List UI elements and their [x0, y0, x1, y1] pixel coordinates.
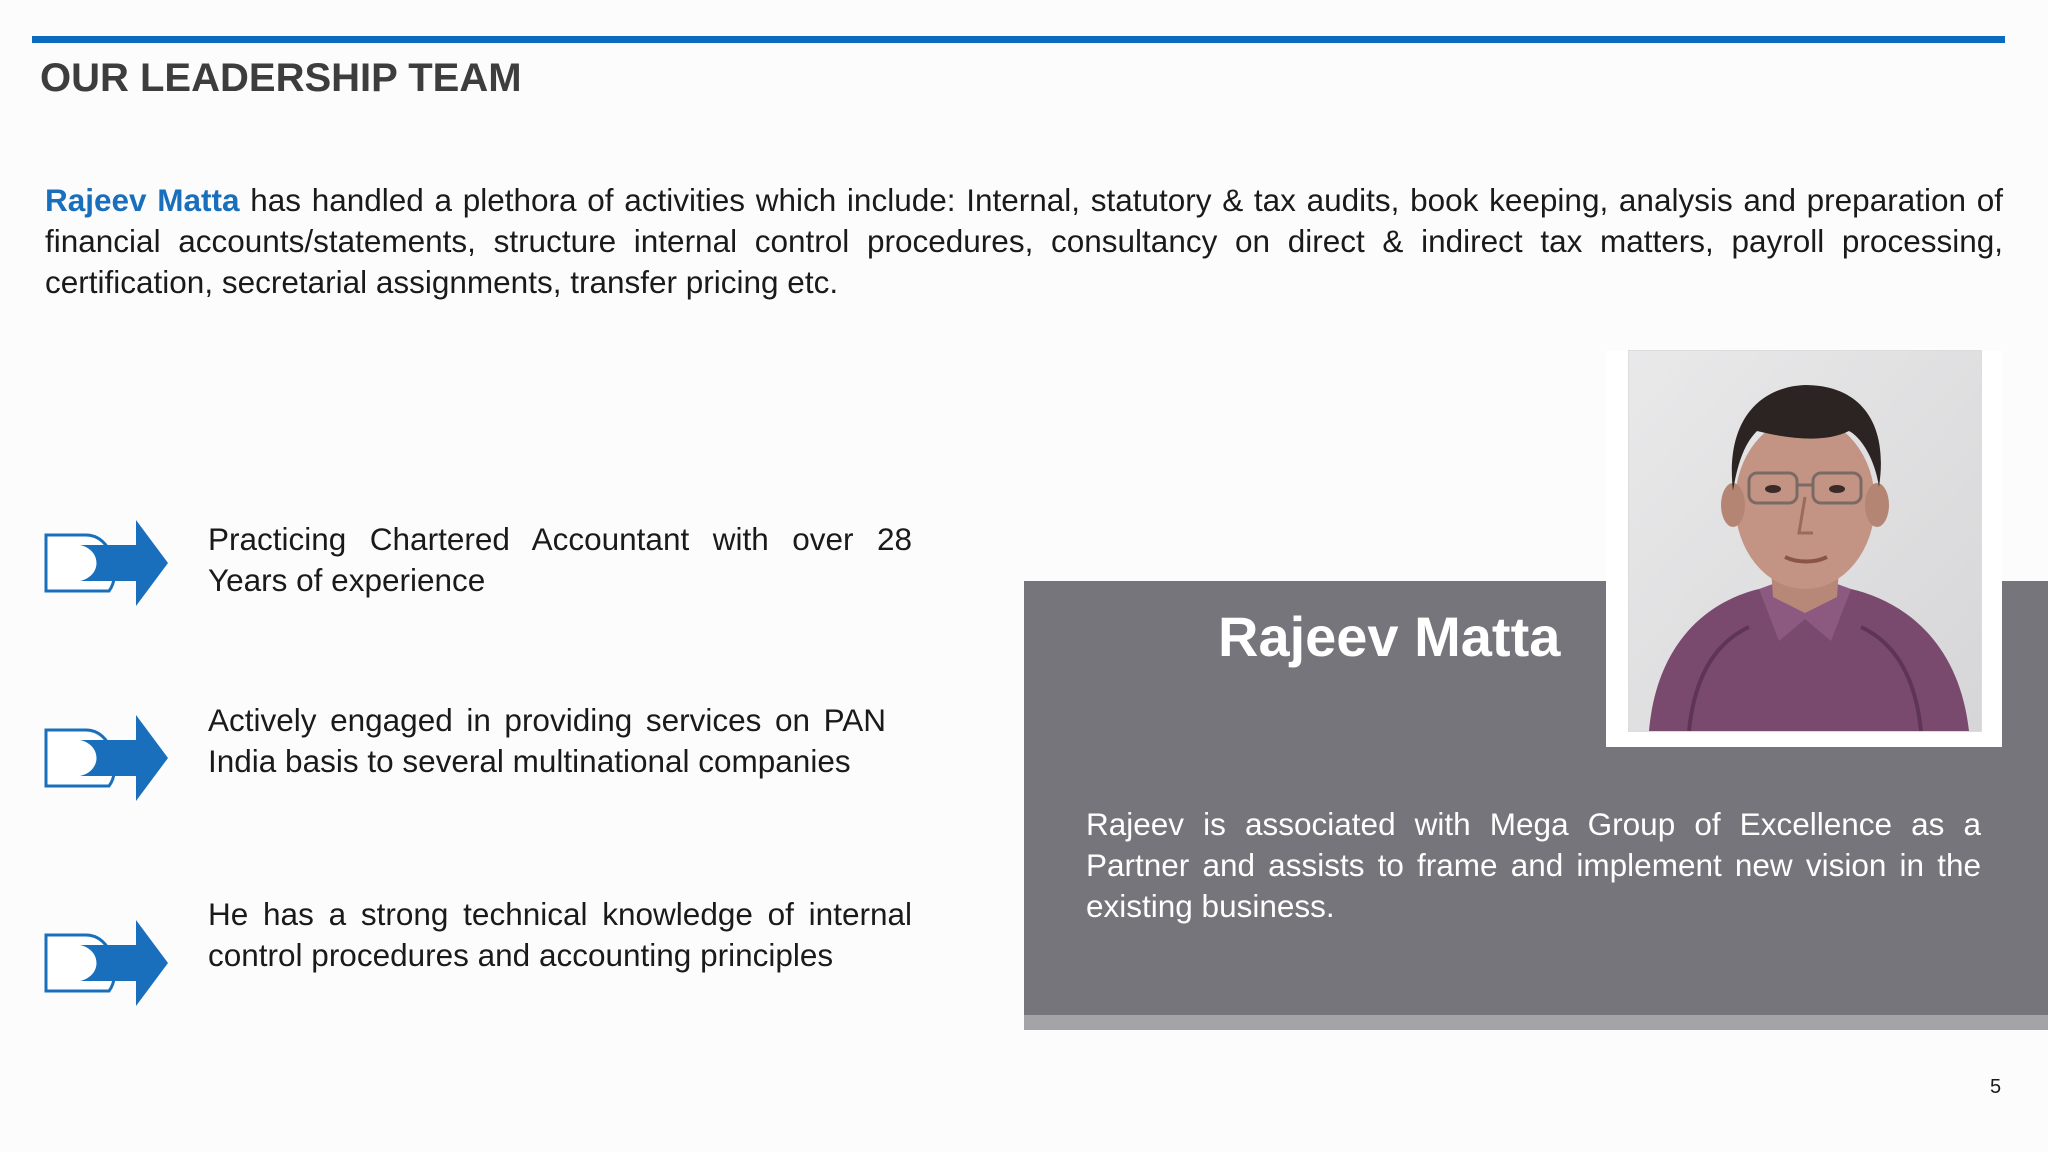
profile-name: Rajeev Matta — [1218, 605, 1561, 668]
page-title: OUR LEADERSHIP TEAM — [40, 56, 522, 100]
arrow-right-icon — [44, 713, 170, 803]
profile-description: Rajeev is associated with Mega Group of Excellence as a Partner and assists to frame and implement new vision in the existing business. — [1086, 806, 1981, 924]
arrow-right-icon — [44, 918, 170, 1008]
bullet-text: Practicing Chartered Accountant with over 28 Years of experience — [208, 521, 912, 598]
profile-panel-strip — [1024, 1015, 2048, 1030]
bullet-text: He has a strong technical knowledge of internal control procedures and accounting principles — [208, 896, 912, 973]
header-rule — [32, 36, 2005, 43]
bullet-text: Actively engaged in providing services on PAN India basis to several multinational companies — [208, 702, 886, 779]
page-number: 5 — [1990, 1076, 2002, 1098]
profile-photo — [1628, 350, 1982, 732]
intro-name: Rajeev Matta — [45, 182, 240, 218]
intro-paragraph — [45, 180, 2003, 303]
arrow-right-icon — [44, 518, 170, 608]
intro-text: has handled a plethora of activities which include: Internal, statutory & tax audits, book keeping, analysis and preparation of financial accounts/statements, structure internal control procedures, consultancy on direct & indirect tax matters, payroll processing, certification, secretarial assignments, transfer pricing etc. — [45, 182, 2003, 300]
